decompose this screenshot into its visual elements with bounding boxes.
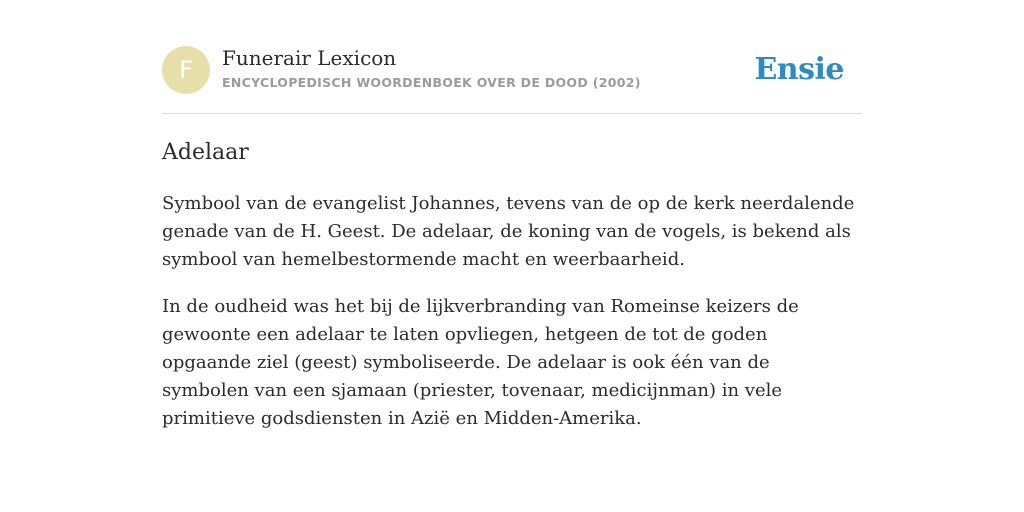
- source-avatar: F: [162, 46, 210, 94]
- source-header: [162, 46, 862, 96]
- entry-title: Adelaar: [162, 140, 249, 165]
- header-divider: [162, 113, 862, 114]
- source-subtitle: ENCYCLOPEDISCH WOORDENBOEK OVER DE DOOD (2002): [222, 75, 641, 90]
- brand-logo[interactable]: Ensie: [754, 52, 844, 87]
- entry-body: [162, 190, 862, 452]
- entry-paragraph: In de oudheid was het bij de lijkverbranding van Romeinse keizers de gewoonte een adelaar te laten opvliegen, hetgeen de tot de goden opgaande ziel (geest) symboliseerde. De adelaar is ook één van de symbolen van een sjamaan (priester, tovenaar, medicijnman) in vele primitieve godsdiensten in Azië en Midden-Amerika.: [162, 296, 799, 429]
- source-title-link[interactable]: Funerair Lexicon: [222, 46, 397, 70]
- entry-paragraph: Symbool van de evangelist Johannes, tevens van de op de kerk neerdalende genade van de H. Geest. De adelaar, de koning van de vogels, is bekend als symbool van hemelbestormende macht en weerbaarheid.: [162, 193, 855, 270]
